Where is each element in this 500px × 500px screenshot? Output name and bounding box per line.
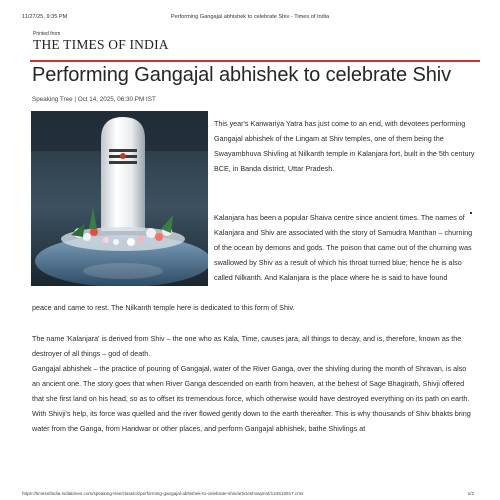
article-headline: Performing Gangajal abhishek to celebrate Shiv [32, 64, 451, 86]
newspaper-logo: THE TIMES OF INDIA [33, 37, 169, 52]
print-header [22, 14, 478, 24]
page-number: 1/2 [467, 491, 474, 496]
print-page-title: Performing Gangajal abhishek to celebrate Shiv - Times of India [170, 14, 330, 20]
article-paragraph-continued: peace and came to rest. The Nilkanth temple here is dedicated to this form of Shiv. [32, 303, 295, 312]
article-paragraph: This year's Kanwariya Yatra has just come to an end, with devotees performing Gangajal abhishek of the Lingam at Shiv temples, one of them being the Swayambhuva Shivling at Nilkanth temple in Kalanjara fort, built in the 5th century BCE, in Banda district, Uttar Pradesh. [214, 119, 475, 173]
masthead-divider [30, 60, 480, 62]
masthead [33, 31, 169, 52]
article-url: https://timesofindia.indiatimes.com/speaking-tree/classics/performing-gangajal-abhishek-to-celebrate-shiv/articleshowprint/124510917.cms [22, 491, 304, 496]
article-paragraph: The name 'Kalanjara' is derived from Shiv – the one who as Kala, Time, causes jara, all things to decay, and is, therefore, known as the destroyer of all things – god of death. [32, 334, 462, 358]
shivling-photo [31, 111, 208, 286]
article-paragraph: Kalanjara has been a popular Shaiva centre since ancient times. The names of Kalanjara and Shiv are associated with the story of Samudra Manthan – churning of the ocean by demons and gods. The poison that came out of the churning was swallowed by Shiv as a result of which his throat turned blue; hence he is also called Nilkanth. And Kalanjara is the place where he is said to have found [214, 213, 473, 282]
shivling-image [31, 111, 208, 286]
stray-mark [470, 212, 472, 214]
printed-from-label: Printed from [33, 31, 61, 37]
print-datetime: 11/27/25, 9:35 PM [22, 14, 68, 20]
article-paragraph: Gangajal abhishek – the practice of pouring of Gangajal, water of the River Ganga, over the shivling during the month of Shravan, is also an ancient one. The story goes that when River Ganga descended on earth from heaven, at the behest of Sage Bhagirath, Shivji offered that she first land on his head, so as to offset its tremendous force, which otherwise would have destroyed everything on its path on earth. With Shivji's help, its force was quelled and the river flowed gently down to the earth thereafter. This is why thousands of Shiv bhakts bring water from the Ganga, from Haridwar or other places, and perform Gangajal abhishek, bathe Shivlings at [32, 364, 471, 433]
article-byline: Speaking Tree | Oct 14, 2025, 06:30 PM IST [32, 96, 156, 103]
